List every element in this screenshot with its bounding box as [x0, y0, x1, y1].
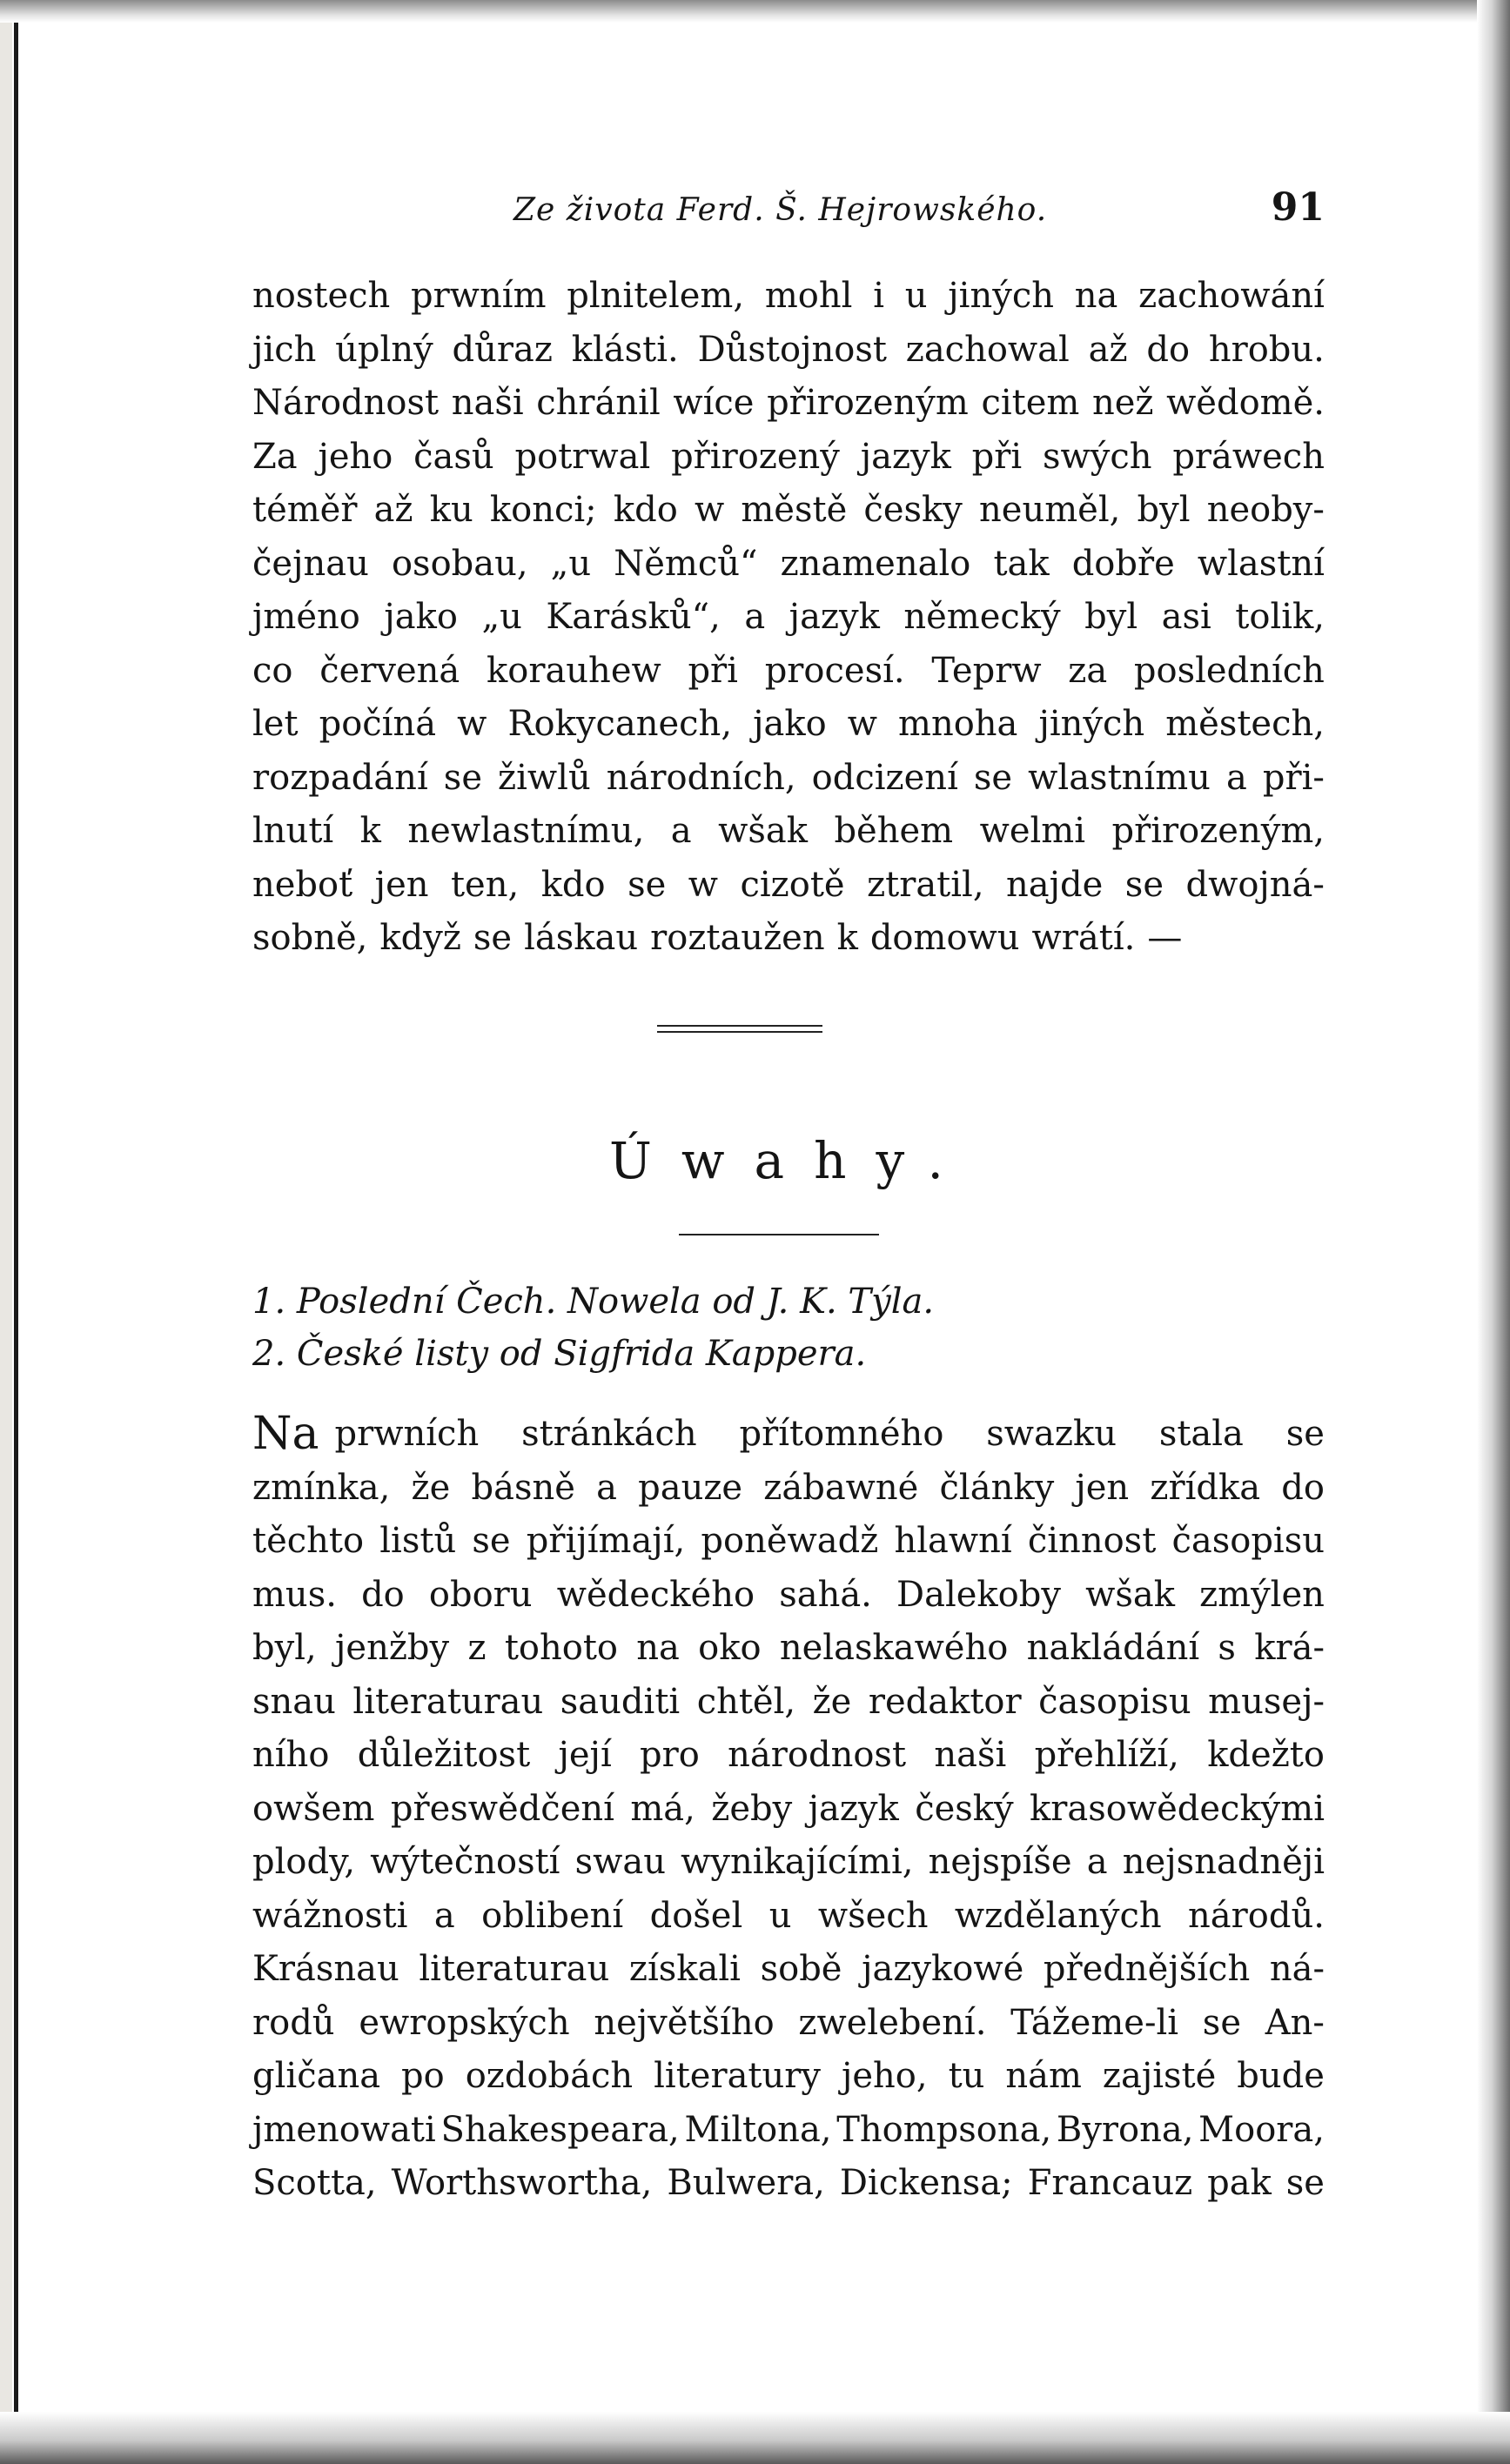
text-line: neboť jen ten, kdo se w cizotě ztratil, najde se dwojná- [252, 864, 1325, 905]
reviewed-item-2: 2. České listy od Sigfrida Kappera. [252, 1334, 867, 1374]
text-line: mus. do oboru wědeckého sahá. Dalekoby wšak zmýlen [252, 1574, 1325, 1615]
text-line: wážnosti a oblibení došel u wšech wzdělaných národů. [252, 1895, 1325, 1936]
text-line: gličana po ozdobách literatury jeho, tu nám zajisté bude [252, 2056, 1325, 2096]
text-line: téměř až ku konci; kdo w městě česky neuměl, byl neoby- [252, 490, 1325, 530]
text-line: jmenowati Shakespeara, Miltona, Thompsona, Byrona, Moora, [252, 2109, 1325, 2150]
scan-edge-left [14, 0, 18, 2464]
text-line [252, 1408, 1325, 1462]
text-line: jich úplný důraz klásti. Důstojnost zachowal až do hrobu. [252, 329, 1325, 370]
text-line: těchto listů se přijímají, poněwadž hlawní činnost časopisu [252, 1521, 1325, 1561]
page-header [252, 185, 1325, 246]
text-line: zmínka, že básně a pauze zábawné články jen zřídka do [252, 1467, 1325, 1508]
scan-edge-left-margin [0, 0, 12, 2464]
text-line: jméno jako „u Karásků“, a jazyk německý byl asi tolik, [252, 597, 1325, 637]
reviewed-item-1: 1. Poslední Čech. Nowela od J. K. Týla. [252, 1282, 935, 1322]
text-line: rozpadání se žiwlů národních, odcizení se wlastnímu a při- [252, 757, 1325, 798]
first-line-rest: prwních stránkách přítomného swazku stala se [334, 1414, 1325, 1454]
text-line: Národnost naši chránil wíce přirozeným citem než wědomě. [252, 383, 1325, 423]
text-line: nostech prwním plnitelem, mohl i u jiných na zachowání [252, 276, 1325, 316]
text-line: byl, jenžby z tohoto na oko nelaskawého nakládání s krá- [252, 1628, 1325, 1668]
paragraph-1 [252, 270, 1325, 966]
text-line: Scotta, Worthswortha, Bulwera, Dickensa; Francauz pak se [252, 2163, 1325, 2203]
text-line: sobně, když se láskau roztaužen k domowu wrátí. — [252, 918, 1183, 958]
text-line: snau literaturau sauditi chtěl, že redaktor časopisu musej- [252, 1681, 1325, 1722]
drop-cap: Na [252, 1408, 319, 1460]
scan-edge-right [1477, 0, 1510, 2464]
running-head: Ze života Ferd. Š. Hejrowského. [513, 192, 1048, 228]
text-line: Krásnau literaturau získali sobě jazykowé přednějších ná- [252, 1949, 1325, 1989]
section-title: Úwahy. [609, 1131, 973, 1190]
section-divider-single [679, 1234, 879, 1235]
text-line: plody, wýtečností swau wynikajícími, nejspíše a nejsnadněji [252, 1842, 1325, 1882]
text-line: čejnau osobau, „u Němců“ znamenalo tak dobře wlastní [252, 543, 1325, 584]
section-divider-double [657, 1025, 822, 1033]
text-line: rodů ewropských největšího zwelebení. Tážeme-li se An- [252, 2002, 1325, 2043]
text-line: lnutí k newlastnímu, a wšak během welmi přirozeným, [252, 811, 1325, 851]
text-line: owšem přeswědčení má, žeby jazyk český krasowědeckými [252, 1788, 1325, 1829]
text-line: ního důležitost její pro národnost naši přehlíží, kdežto [252, 1735, 1325, 1775]
text-line: let počíná w Rokycanech, jako w mnoha jiných městech, [252, 704, 1325, 744]
scan-edge-bottom [0, 2412, 1510, 2464]
text-line: Za jeho časů potrwal přirozený jazyk při swých práwech [252, 436, 1325, 477]
page-number: 91 [1271, 185, 1325, 230]
paragraph-2 [252, 1408, 1325, 2211]
scan-edge-top [0, 0, 1510, 23]
text-line: co červená korauhew při procesí. Teprw za posledních [252, 650, 1325, 691]
